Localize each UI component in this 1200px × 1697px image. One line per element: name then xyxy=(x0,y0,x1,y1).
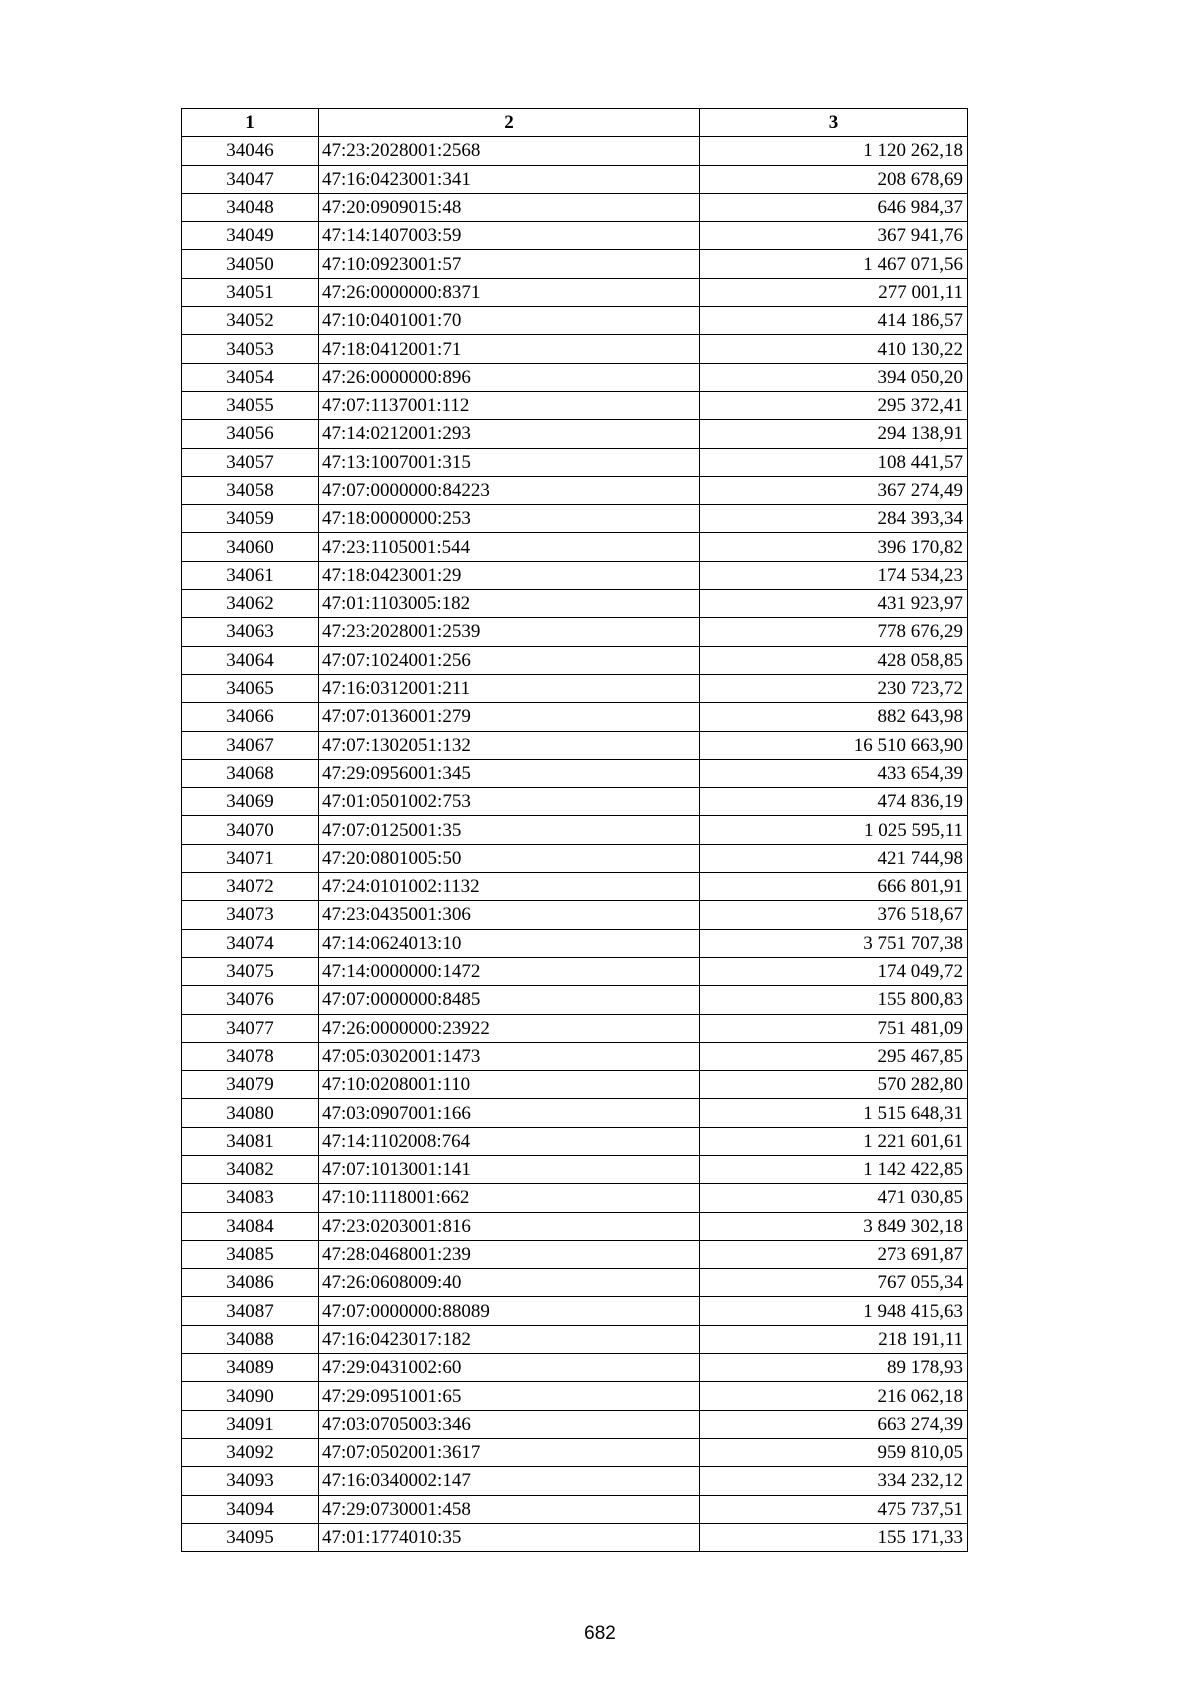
row-number-cell: 34066 xyxy=(182,703,319,731)
table-row xyxy=(182,1240,968,1268)
value-cell: 1 142 422,85 xyxy=(700,1155,968,1183)
page-number: 682 xyxy=(584,1623,616,1644)
cadastral-number-cell: 47:14:0624013:10 xyxy=(319,929,700,957)
cadastral-number-cell: 47:16:0423001:341 xyxy=(319,165,700,193)
row-number-cell: 34070 xyxy=(182,816,319,844)
value-cell: 396 170,82 xyxy=(700,533,968,561)
value-cell: 277 001,11 xyxy=(700,278,968,306)
value-cell: 431 923,97 xyxy=(700,590,968,618)
row-number-cell: 34079 xyxy=(182,1071,319,1099)
cadastral-number-cell: 47:14:1407003:59 xyxy=(319,222,700,250)
value-cell: 1 948 415,63 xyxy=(700,1297,968,1325)
table-row xyxy=(182,137,968,165)
cadastral-number-cell: 47:29:0431002:60 xyxy=(319,1354,700,1382)
table-row xyxy=(182,278,968,306)
cadastral-number-cell: 47:07:0502001:3617 xyxy=(319,1438,700,1466)
table-row xyxy=(182,1467,968,1495)
table-row xyxy=(182,1155,968,1183)
table-row xyxy=(182,476,968,504)
value-cell: 1 025 595,11 xyxy=(700,816,968,844)
table-row xyxy=(182,646,968,674)
column-header-1: 1 xyxy=(182,109,319,137)
cadastral-number-cell: 47:14:1102008:764 xyxy=(319,1127,700,1155)
cadastral-number-cell: 47:29:0730001:458 xyxy=(319,1495,700,1523)
table-row xyxy=(182,1099,968,1127)
cadastral-number-cell: 47:16:0312001:211 xyxy=(319,674,700,702)
row-number-cell: 34088 xyxy=(182,1325,319,1353)
row-number-cell: 34073 xyxy=(182,901,319,929)
value-cell: 570 282,80 xyxy=(700,1071,968,1099)
value-cell: 1 515 648,31 xyxy=(700,1099,968,1127)
row-number-cell: 34089 xyxy=(182,1354,319,1382)
value-cell: 108 441,57 xyxy=(700,448,968,476)
row-number-cell: 34083 xyxy=(182,1184,319,1212)
table-row xyxy=(182,1184,968,1212)
row-number-cell: 34078 xyxy=(182,1042,319,1070)
cadastral-number-cell: 47:23:0203001:816 xyxy=(319,1212,700,1240)
row-number-cell: 34069 xyxy=(182,788,319,816)
table-header-row xyxy=(182,109,968,137)
cadastral-number-cell: 47:03:0907001:166 xyxy=(319,1099,700,1127)
table-row xyxy=(182,816,968,844)
table-row xyxy=(182,844,968,872)
cadastral-number-cell: 47:10:1118001:662 xyxy=(319,1184,700,1212)
cadastral-number-cell: 47:23:2028001:2568 xyxy=(319,137,700,165)
row-number-cell: 34055 xyxy=(182,391,319,419)
cadastral-number-cell: 47:24:0101002:1132 xyxy=(319,873,700,901)
cadastral-number-cell: 47:26:0000000:896 xyxy=(319,363,700,391)
table-row xyxy=(182,1212,968,1240)
table-row xyxy=(182,420,968,448)
cadastral-number-cell: 47:14:0212001:293 xyxy=(319,420,700,448)
table-row xyxy=(182,561,968,589)
row-number-cell: 34082 xyxy=(182,1155,319,1183)
row-number-cell: 34048 xyxy=(182,193,319,221)
row-number-cell: 34095 xyxy=(182,1523,319,1551)
cadastral-number-cell: 47:26:0000000:23922 xyxy=(319,1014,700,1042)
table-row xyxy=(182,618,968,646)
row-number-cell: 34093 xyxy=(182,1467,319,1495)
row-number-cell: 34059 xyxy=(182,505,319,533)
value-cell: 155 800,83 xyxy=(700,986,968,1014)
cadastral-number-cell: 47:18:0000000:253 xyxy=(319,505,700,533)
row-number-cell: 34064 xyxy=(182,646,319,674)
cadastral-number-cell: 47:18:0423001:29 xyxy=(319,561,700,589)
table-row xyxy=(182,1438,968,1466)
value-cell: 16 510 663,90 xyxy=(700,731,968,759)
row-number-cell: 34076 xyxy=(182,986,319,1014)
table-row xyxy=(182,590,968,618)
value-cell: 471 030,85 xyxy=(700,1184,968,1212)
value-cell: 414 186,57 xyxy=(700,307,968,335)
value-cell: 646 984,37 xyxy=(700,193,968,221)
row-number-cell: 34084 xyxy=(182,1212,319,1240)
row-number-cell: 34057 xyxy=(182,448,319,476)
cadastral-number-cell: 47:16:0423017:182 xyxy=(319,1325,700,1353)
cadastral-number-cell: 47:29:0956001:345 xyxy=(319,759,700,787)
cadastral-number-cell: 47:20:0909015:48 xyxy=(319,193,700,221)
value-cell: 751 481,09 xyxy=(700,1014,968,1042)
row-number-cell: 34051 xyxy=(182,278,319,306)
table-row xyxy=(182,759,968,787)
value-cell: 89 178,93 xyxy=(700,1354,968,1382)
row-number-cell: 34052 xyxy=(182,307,319,335)
table-row xyxy=(182,929,968,957)
table-row xyxy=(182,505,968,533)
cadastral-number-cell: 47:26:0000000:8371 xyxy=(319,278,700,306)
table-row xyxy=(182,901,968,929)
cadastral-number-cell: 47:23:2028001:2539 xyxy=(319,618,700,646)
value-cell: 334 232,12 xyxy=(700,1467,968,1495)
row-number-cell: 34090 xyxy=(182,1382,319,1410)
table-row xyxy=(182,873,968,901)
value-cell: 1 221 601,61 xyxy=(700,1127,968,1155)
table-row xyxy=(182,1071,968,1099)
table-row xyxy=(182,986,968,1014)
row-number-cell: 34056 xyxy=(182,420,319,448)
cadastral-number-cell: 47:07:1024001:256 xyxy=(319,646,700,674)
cadastral-number-cell: 47:23:1105001:544 xyxy=(319,533,700,561)
row-number-cell: 34065 xyxy=(182,674,319,702)
table-row xyxy=(182,391,968,419)
data-table-container xyxy=(181,108,967,1552)
value-cell: 433 654,39 xyxy=(700,759,968,787)
value-cell: 284 393,34 xyxy=(700,505,968,533)
cadastral-number-cell: 47:07:1302051:132 xyxy=(319,731,700,759)
cadastral-number-cell: 47:05:0302001:1473 xyxy=(319,1042,700,1070)
cadastral-number-cell: 47:20:0801005:50 xyxy=(319,844,700,872)
value-cell: 663 274,39 xyxy=(700,1410,968,1438)
column-header-2: 2 xyxy=(319,109,700,137)
row-number-cell: 34063 xyxy=(182,618,319,646)
row-number-cell: 34075 xyxy=(182,957,319,985)
column-header-3: 3 xyxy=(700,109,968,137)
table-row xyxy=(182,222,968,250)
value-cell: 376 518,67 xyxy=(700,901,968,929)
cadastral-number-cell: 47:29:0951001:65 xyxy=(319,1382,700,1410)
cadastral-number-cell: 47:07:0000000:88089 xyxy=(319,1297,700,1325)
row-number-cell: 34087 xyxy=(182,1297,319,1325)
table-row xyxy=(182,1042,968,1070)
value-cell: 174 049,72 xyxy=(700,957,968,985)
cadastral-number-cell: 47:07:0000000:8485 xyxy=(319,986,700,1014)
cadastral-number-cell: 47:07:0125001:35 xyxy=(319,816,700,844)
value-cell: 367 274,49 xyxy=(700,476,968,504)
value-cell: 174 534,23 xyxy=(700,561,968,589)
value-cell: 474 836,19 xyxy=(700,788,968,816)
data-table xyxy=(181,108,968,1552)
value-cell: 666 801,91 xyxy=(700,873,968,901)
table-row xyxy=(182,1495,968,1523)
cadastral-number-cell: 47:07:0136001:279 xyxy=(319,703,700,731)
cadastral-number-cell: 47:10:0923001:57 xyxy=(319,250,700,278)
row-number-cell: 34080 xyxy=(182,1099,319,1127)
table-row xyxy=(182,1014,968,1042)
value-cell: 421 744,98 xyxy=(700,844,968,872)
row-number-cell: 34062 xyxy=(182,590,319,618)
value-cell: 394 050,20 xyxy=(700,363,968,391)
value-cell: 3 849 302,18 xyxy=(700,1212,968,1240)
value-cell: 218 191,11 xyxy=(700,1325,968,1353)
table-row xyxy=(182,1523,968,1551)
row-number-cell: 34081 xyxy=(182,1127,319,1155)
row-number-cell: 34094 xyxy=(182,1495,319,1523)
table-row xyxy=(182,1127,968,1155)
row-number-cell: 34058 xyxy=(182,476,319,504)
cadastral-number-cell: 47:28:0468001:239 xyxy=(319,1240,700,1268)
table-row xyxy=(182,731,968,759)
row-number-cell: 34071 xyxy=(182,844,319,872)
table-row xyxy=(182,250,968,278)
table-row xyxy=(182,335,968,363)
cadastral-number-cell: 47:10:0401001:70 xyxy=(319,307,700,335)
row-number-cell: 34067 xyxy=(182,731,319,759)
table-row xyxy=(182,363,968,391)
value-cell: 155 171,33 xyxy=(700,1523,968,1551)
row-number-cell: 34068 xyxy=(182,759,319,787)
cadastral-number-cell: 47:13:1007001:315 xyxy=(319,448,700,476)
table-row xyxy=(182,448,968,476)
cadastral-number-cell: 47:01:1103005:182 xyxy=(319,590,700,618)
row-number-cell: 34086 xyxy=(182,1269,319,1297)
row-number-cell: 34061 xyxy=(182,561,319,589)
cadastral-number-cell: 47:01:1774010:35 xyxy=(319,1523,700,1551)
value-cell: 230 723,72 xyxy=(700,674,968,702)
row-number-cell: 34074 xyxy=(182,929,319,957)
cadastral-number-cell: 47:07:1137001:112 xyxy=(319,391,700,419)
cadastral-number-cell: 47:07:0000000:84223 xyxy=(319,476,700,504)
cadastral-number-cell: 47:03:0705003:346 xyxy=(319,1410,700,1438)
row-number-cell: 34091 xyxy=(182,1410,319,1438)
table-row xyxy=(182,1297,968,1325)
cadastral-number-cell: 47:23:0435001:306 xyxy=(319,901,700,929)
table-row xyxy=(182,957,968,985)
table-body xyxy=(182,137,968,1552)
row-number-cell: 34054 xyxy=(182,363,319,391)
value-cell: 1 120 262,18 xyxy=(700,137,968,165)
table-row xyxy=(182,788,968,816)
value-cell: 410 130,22 xyxy=(700,335,968,363)
table-row xyxy=(182,1410,968,1438)
row-number-cell: 34046 xyxy=(182,137,319,165)
cadastral-number-cell: 47:16:0340002:147 xyxy=(319,1467,700,1495)
cadastral-number-cell: 47:10:0208001:110 xyxy=(319,1071,700,1099)
value-cell: 294 138,91 xyxy=(700,420,968,448)
row-number-cell: 34060 xyxy=(182,533,319,561)
value-cell: 295 467,85 xyxy=(700,1042,968,1070)
table-row xyxy=(182,165,968,193)
value-cell: 428 058,85 xyxy=(700,646,968,674)
table-row xyxy=(182,1382,968,1410)
row-number-cell: 34049 xyxy=(182,222,319,250)
value-cell: 767 055,34 xyxy=(700,1269,968,1297)
value-cell: 273 691,87 xyxy=(700,1240,968,1268)
table-row xyxy=(182,193,968,221)
value-cell: 959 810,05 xyxy=(700,1438,968,1466)
cadastral-number-cell: 47:07:1013001:141 xyxy=(319,1155,700,1183)
table-row xyxy=(182,703,968,731)
value-cell: 3 751 707,38 xyxy=(700,929,968,957)
table-row xyxy=(182,533,968,561)
row-number-cell: 34085 xyxy=(182,1240,319,1268)
value-cell: 1 467 071,56 xyxy=(700,250,968,278)
cadastral-number-cell: 47:14:0000000:1472 xyxy=(319,957,700,985)
table-row xyxy=(182,1354,968,1382)
cadastral-number-cell: 47:26:0608009:40 xyxy=(319,1269,700,1297)
cadastral-number-cell: 47:01:0501002:753 xyxy=(319,788,700,816)
table-row xyxy=(182,1325,968,1353)
row-number-cell: 34047 xyxy=(182,165,319,193)
table-row xyxy=(182,1269,968,1297)
row-number-cell: 34050 xyxy=(182,250,319,278)
value-cell: 216 062,18 xyxy=(700,1382,968,1410)
value-cell: 778 676,29 xyxy=(700,618,968,646)
value-cell: 882 643,98 xyxy=(700,703,968,731)
value-cell: 208 678,69 xyxy=(700,165,968,193)
row-number-cell: 34053 xyxy=(182,335,319,363)
value-cell: 475 737,51 xyxy=(700,1495,968,1523)
cadastral-number-cell: 47:18:0412001:71 xyxy=(319,335,700,363)
row-number-cell: 34072 xyxy=(182,873,319,901)
value-cell: 295 372,41 xyxy=(700,391,968,419)
value-cell: 367 941,76 xyxy=(700,222,968,250)
row-number-cell: 34077 xyxy=(182,1014,319,1042)
table-row xyxy=(182,674,968,702)
row-number-cell: 34092 xyxy=(182,1438,319,1466)
table-row xyxy=(182,307,968,335)
